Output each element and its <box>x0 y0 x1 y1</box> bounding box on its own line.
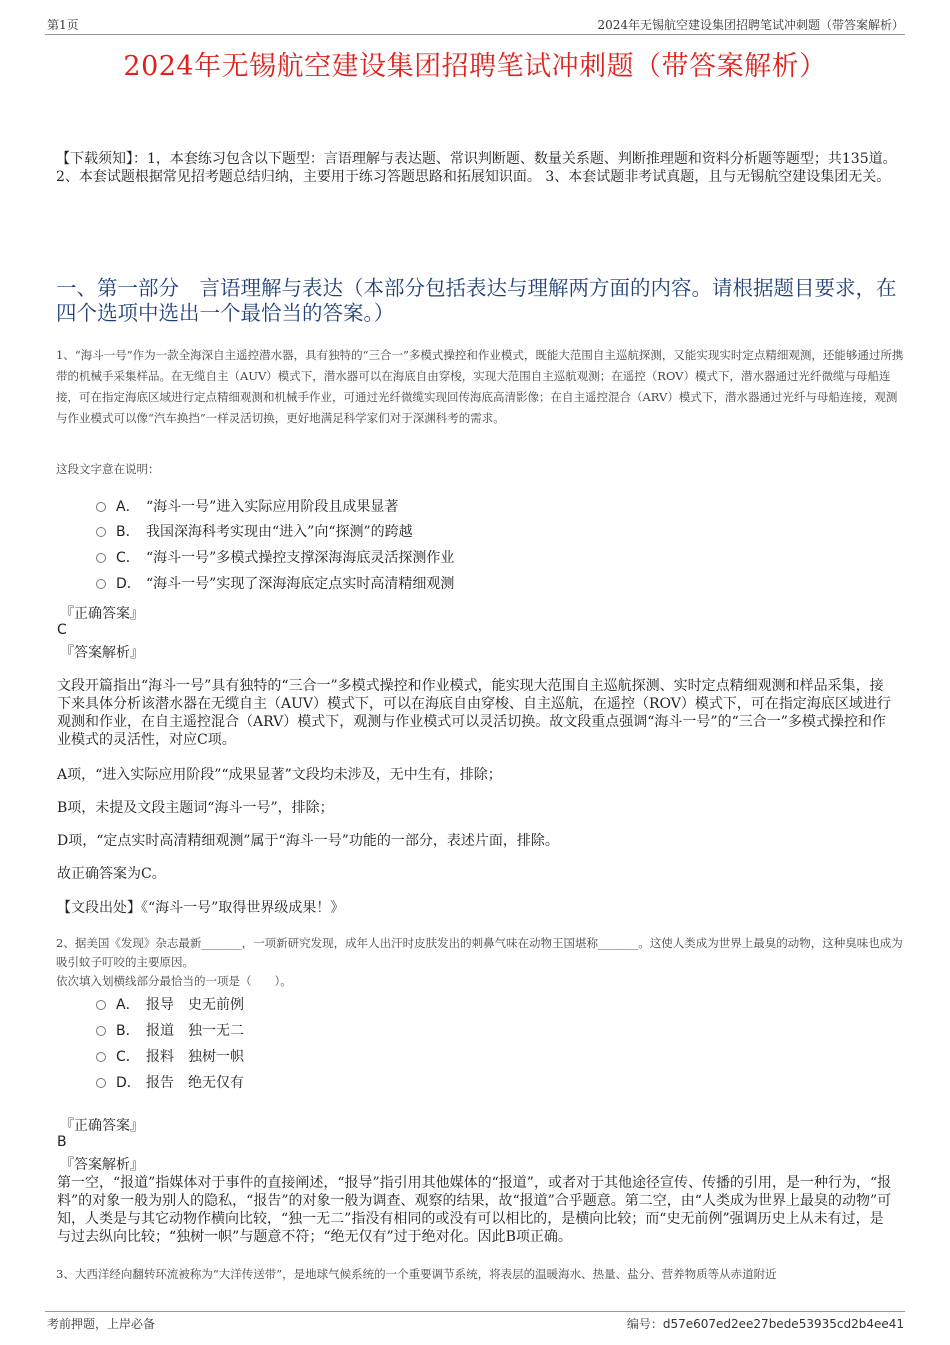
radio-icon[interactable] <box>96 553 106 563</box>
radio-icon[interactable] <box>96 579 106 589</box>
question-1-text: 1、“海斗一号”作为一款全海深自主遥控潜水器，具有独特的“三合一”多模式操控和作业模式，既能大范围自主巡航探测，又能实现实时定点精细观测，还能够通过所携带的机械手采集样品。在无缆自主（AUV）模式下，潜水器可以在海底自由穿梭，实现大范围自主巡航观测；在遥控（ROV）模式下，潜水器通过光纤微缆与母船连接，可在指定海底区域进行定点精细观测和机械手作业，可通过光纤微缆实现回传海底高清影像；在自主遥控混合（ARV）模式下，潜水器通过光纤与母船连接，观测与作业模式可以像“汽车换挡”一样灵活切换，更好地满足科学家们对于深渊科考的需求。 <box>56 348 904 425</box>
q1-answer-label: 『正确答案』 <box>60 606 144 622</box>
q1-option-d[interactable]: D． “海斗一号”实现了深海海底定点实时高清精细观测 <box>96 574 454 594</box>
q1-analysis: 文段开篇指出“海斗一号”具有独特的“三合一”多模式操控和作业模式，能实现大范围自主巡航探测、实时定点精细观测和样品采集，接下来具体分析该潜水器在无缆自主（AUV）模式下，可以在海底自由穿梭、自主巡航，在遥控（ROV）模式下，可在指定海底区域进行观测和作业，在自主遥控混合（ARV）模式下，观测与作业模式可以灵活切换。故文段重点强调“海斗一号”的“三合一”多模式操控和作业模式的灵活性，对应C项。 <box>57 678 891 748</box>
page-number: 第1页 <box>47 18 79 32</box>
q2-option-b[interactable]: B． 报道 独一无二 <box>96 1021 244 1041</box>
radio-icon[interactable] <box>96 502 106 512</box>
document-code: 编号：d57e607ed2ee27bede53935cd2b4ee41 <box>626 1317 904 1331</box>
question-2-prompt: 依次填入划横线部分最恰当的一项是（ ）。 <box>56 974 292 988</box>
q1-note-a: A项，“进入实际应用阶段”“成果显著”文段均未涉及，无中生有，排除； <box>57 767 502 783</box>
footer-divider <box>45 1311 905 1312</box>
q1-option-a[interactable]: A． “海斗一号”进入实际应用阶段且成果显著 <box>96 497 398 517</box>
radio-icon[interactable] <box>96 1026 106 1036</box>
q2-answer-label: 『正确答案』 <box>60 1118 144 1134</box>
q1-source: 【文段出处】《“海斗一号”取得世界级成果！》 <box>57 900 345 916</box>
q1-note-b: B项，未提及文段主题词“海斗一号”，排除； <box>57 800 334 816</box>
question-3-text: 3、大西洋经向翻转环流被称为“大洋传送带”，是地球气候系统的一个重要调节系统，将表层的温暖海水、热量、盐分、营养物质等从赤道附近 <box>56 1267 777 1281</box>
radio-icon[interactable] <box>96 527 106 537</box>
radio-icon[interactable] <box>96 1000 106 1010</box>
q2-option-a[interactable]: A． 报导 史无前例 <box>96 995 244 1015</box>
q1-analysis-label: 『答案解析』 <box>60 645 144 661</box>
q1-answer: C <box>57 622 67 638</box>
q2-answer: B <box>57 1134 67 1150</box>
q1-option-c[interactable]: C． “海斗一号”多模式操控支撑深海海底灵活探测作业 <box>96 548 454 568</box>
section-heading: 一、第一部分 言语理解与表达（本部分包括表达与理解两方面的内容。请根据题目要求，在四个选项中选出一个最恰当的答案。） <box>56 276 897 325</box>
q2-option-d[interactable]: D． 报告 绝无仅有 <box>96 1073 244 1093</box>
question-2-text: 2、据美国《发现》杂志最新_______，一项新研究发现，成年人出汗时皮肤发出的刺鼻气味在动物王国堪称_______。这使人类成为世界上最臭的动物，这种臭味也成为吸引蚊子叮咬的主要原因。 <box>56 936 903 969</box>
radio-icon[interactable] <box>96 1052 106 1062</box>
footer-left: 考前押题，上岸必备 <box>47 1317 156 1331</box>
header-doc-title: 2024年无锡航空建设集团招聘笔试冲刺题（带答案解析） <box>597 18 904 32</box>
q1-note-d: D项，“定点实时高清精细观测”属于“海斗一号”功能的一部分，表述片面，排除。 <box>57 833 559 849</box>
q2-option-c[interactable]: C． 报料 独树一帜 <box>96 1047 244 1067</box>
q1-option-b[interactable]: B． 我国深海科考实现由“进入”向“探测”的跨越 <box>96 522 413 542</box>
q1-conclusion: 故正确答案为C。 <box>57 866 166 882</box>
q2-analysis-label: 『答案解析』 <box>60 1157 144 1173</box>
radio-icon[interactable] <box>96 1078 106 1088</box>
question-1-prompt: 这段文字意在说明： <box>56 462 160 476</box>
header-divider <box>45 34 905 35</box>
q2-analysis: 第一空，“报道”指媒体对于事件的直接阐述，“报导”指引用其他媒体的“报道”，或者对于其他途径宣传、传播的引用，是一种行为，“报料”的对象一般为别人的隐私，“报告”的对象一般为调查、观察的结果，故“报道”合乎题意。第二空，由“人类成为世界上最臭的动物”可知，人类是与其它动物作横向比较，“独一无二”指没有相同的或没有可以相比的，是横向比较；而“史无前例”强调历史上从未有过，是与过去纵向比较；“独树一帜”与题意不符；“绝无仅有”过于绝对化。因此B项正确。 <box>57 1175 892 1245</box>
download-notice: 【下载须知】：1，本套练习包含以下题型：言语理解与表达题、常识判断题、数量关系题、判断推理题和资料分析题等题型；共135道。 2、本套试题根据常见招考题总结归纳，主要用于练习答题思路和拓展知识面。 3、本套试题非考试真题，且与无锡航空建设集团无关。 <box>56 151 897 185</box>
page-title: 2024年无锡航空建设集团招聘笔试冲刺题（带答案解析） <box>123 51 827 82</box>
